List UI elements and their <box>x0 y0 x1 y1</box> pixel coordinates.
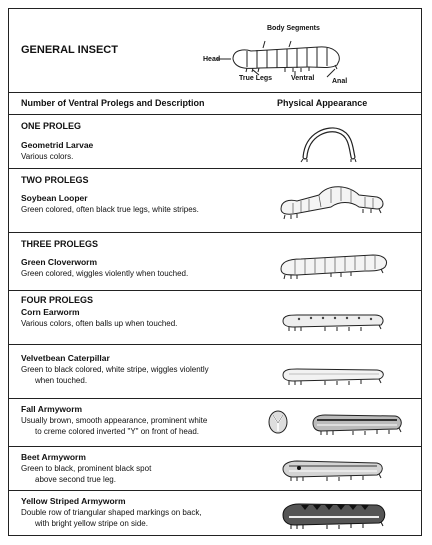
corn-earworm-icon <box>279 309 389 335</box>
section-title: ONE PROLEG <box>21 121 82 131</box>
larva-description: Various colors. <box>21 152 74 161</box>
description-line-2: above second true leg. <box>35 475 116 484</box>
description-line-1: Usually brown, smooth appearance, prominent white <box>21 416 208 425</box>
description-line-1: Green to black, prominent black spot <box>21 464 152 473</box>
fall-armyworm-head-icon <box>267 409 289 435</box>
head-label: Head <box>203 56 221 63</box>
page-title: GENERAL INSECT <box>21 44 118 56</box>
section-title: FOUR PROLEGS <box>21 295 94 305</box>
larva-description <box>21 507 256 529</box>
yellow-striped-armyworm-icon <box>279 499 391 531</box>
fall-armyworm-icon <box>309 411 405 437</box>
ventral-label: Ventral <box>291 75 315 82</box>
velvetbean-caterpillar-row <box>9 345 421 399</box>
column-header-row <box>9 93 421 115</box>
larva-description <box>21 364 256 386</box>
larva-description <box>21 415 256 437</box>
insect-key-sheet <box>8 8 422 536</box>
body-segments-label: Body Segments <box>267 25 320 32</box>
larva-name: Green Cloverworm <box>21 257 98 267</box>
header-row <box>9 9 421 93</box>
two-prolegs-row <box>9 169 421 233</box>
section-title: THREE PROLEGS <box>21 239 99 249</box>
larva-name: Soybean Looper <box>21 193 88 203</box>
larva-name: Corn Earworm <box>21 307 80 317</box>
geometrid-larva-icon <box>299 123 359 163</box>
fall-armyworm-row <box>9 399 421 447</box>
description-line-2: with bright yellow stripe on side. <box>35 519 148 528</box>
soybean-looper-icon <box>279 179 389 225</box>
green-cloverworm-icon <box>277 245 391 285</box>
larva-name: Yellow Striped Armyworm <box>21 496 126 506</box>
general-insect-diagram <box>199 21 359 85</box>
section-title: TWO PROLEGS <box>21 175 89 185</box>
four-prolegs-corn-earworm-row <box>9 291 421 345</box>
larva-description: Green colored, often black true legs, white stripes. <box>21 205 199 214</box>
true-legs-label: True Legs <box>239 75 273 82</box>
appearance-column-header: Physical Appearance <box>277 98 368 108</box>
three-prolegs-row <box>9 233 421 291</box>
larva-description <box>21 463 256 485</box>
larva-description: Various colors, often balls up when touched. <box>21 319 178 328</box>
beet-armyworm-icon <box>279 457 389 483</box>
beet-armyworm-row <box>9 447 421 491</box>
one-proleg-row <box>9 115 421 169</box>
anal-label: Anal <box>332 78 348 85</box>
velvetbean-caterpillar-icon <box>279 363 389 387</box>
yellow-striped-armyworm-row <box>9 491 421 537</box>
description-line-2: to creme colored inverted "Y" on front of head. <box>35 427 199 436</box>
larva-name: Fall Armyworm <box>21 404 83 414</box>
description-column-header: Number of Ventral Prolegs and Description <box>21 98 205 108</box>
description-line-1: Double row of triangular shaped markings on back, <box>21 508 202 517</box>
larva-name: Velvetbean Caterpillar <box>21 353 110 363</box>
description-line-2: when touched. <box>35 376 88 385</box>
description-line-1: Green to black colored, white stripe, wiggles violently <box>21 365 209 374</box>
larva-description: Green colored, wiggles violently when touched. <box>21 269 189 278</box>
larva-name: Beet Armyworm <box>21 452 86 462</box>
larva-name: Geometrid Larvae <box>21 140 94 150</box>
